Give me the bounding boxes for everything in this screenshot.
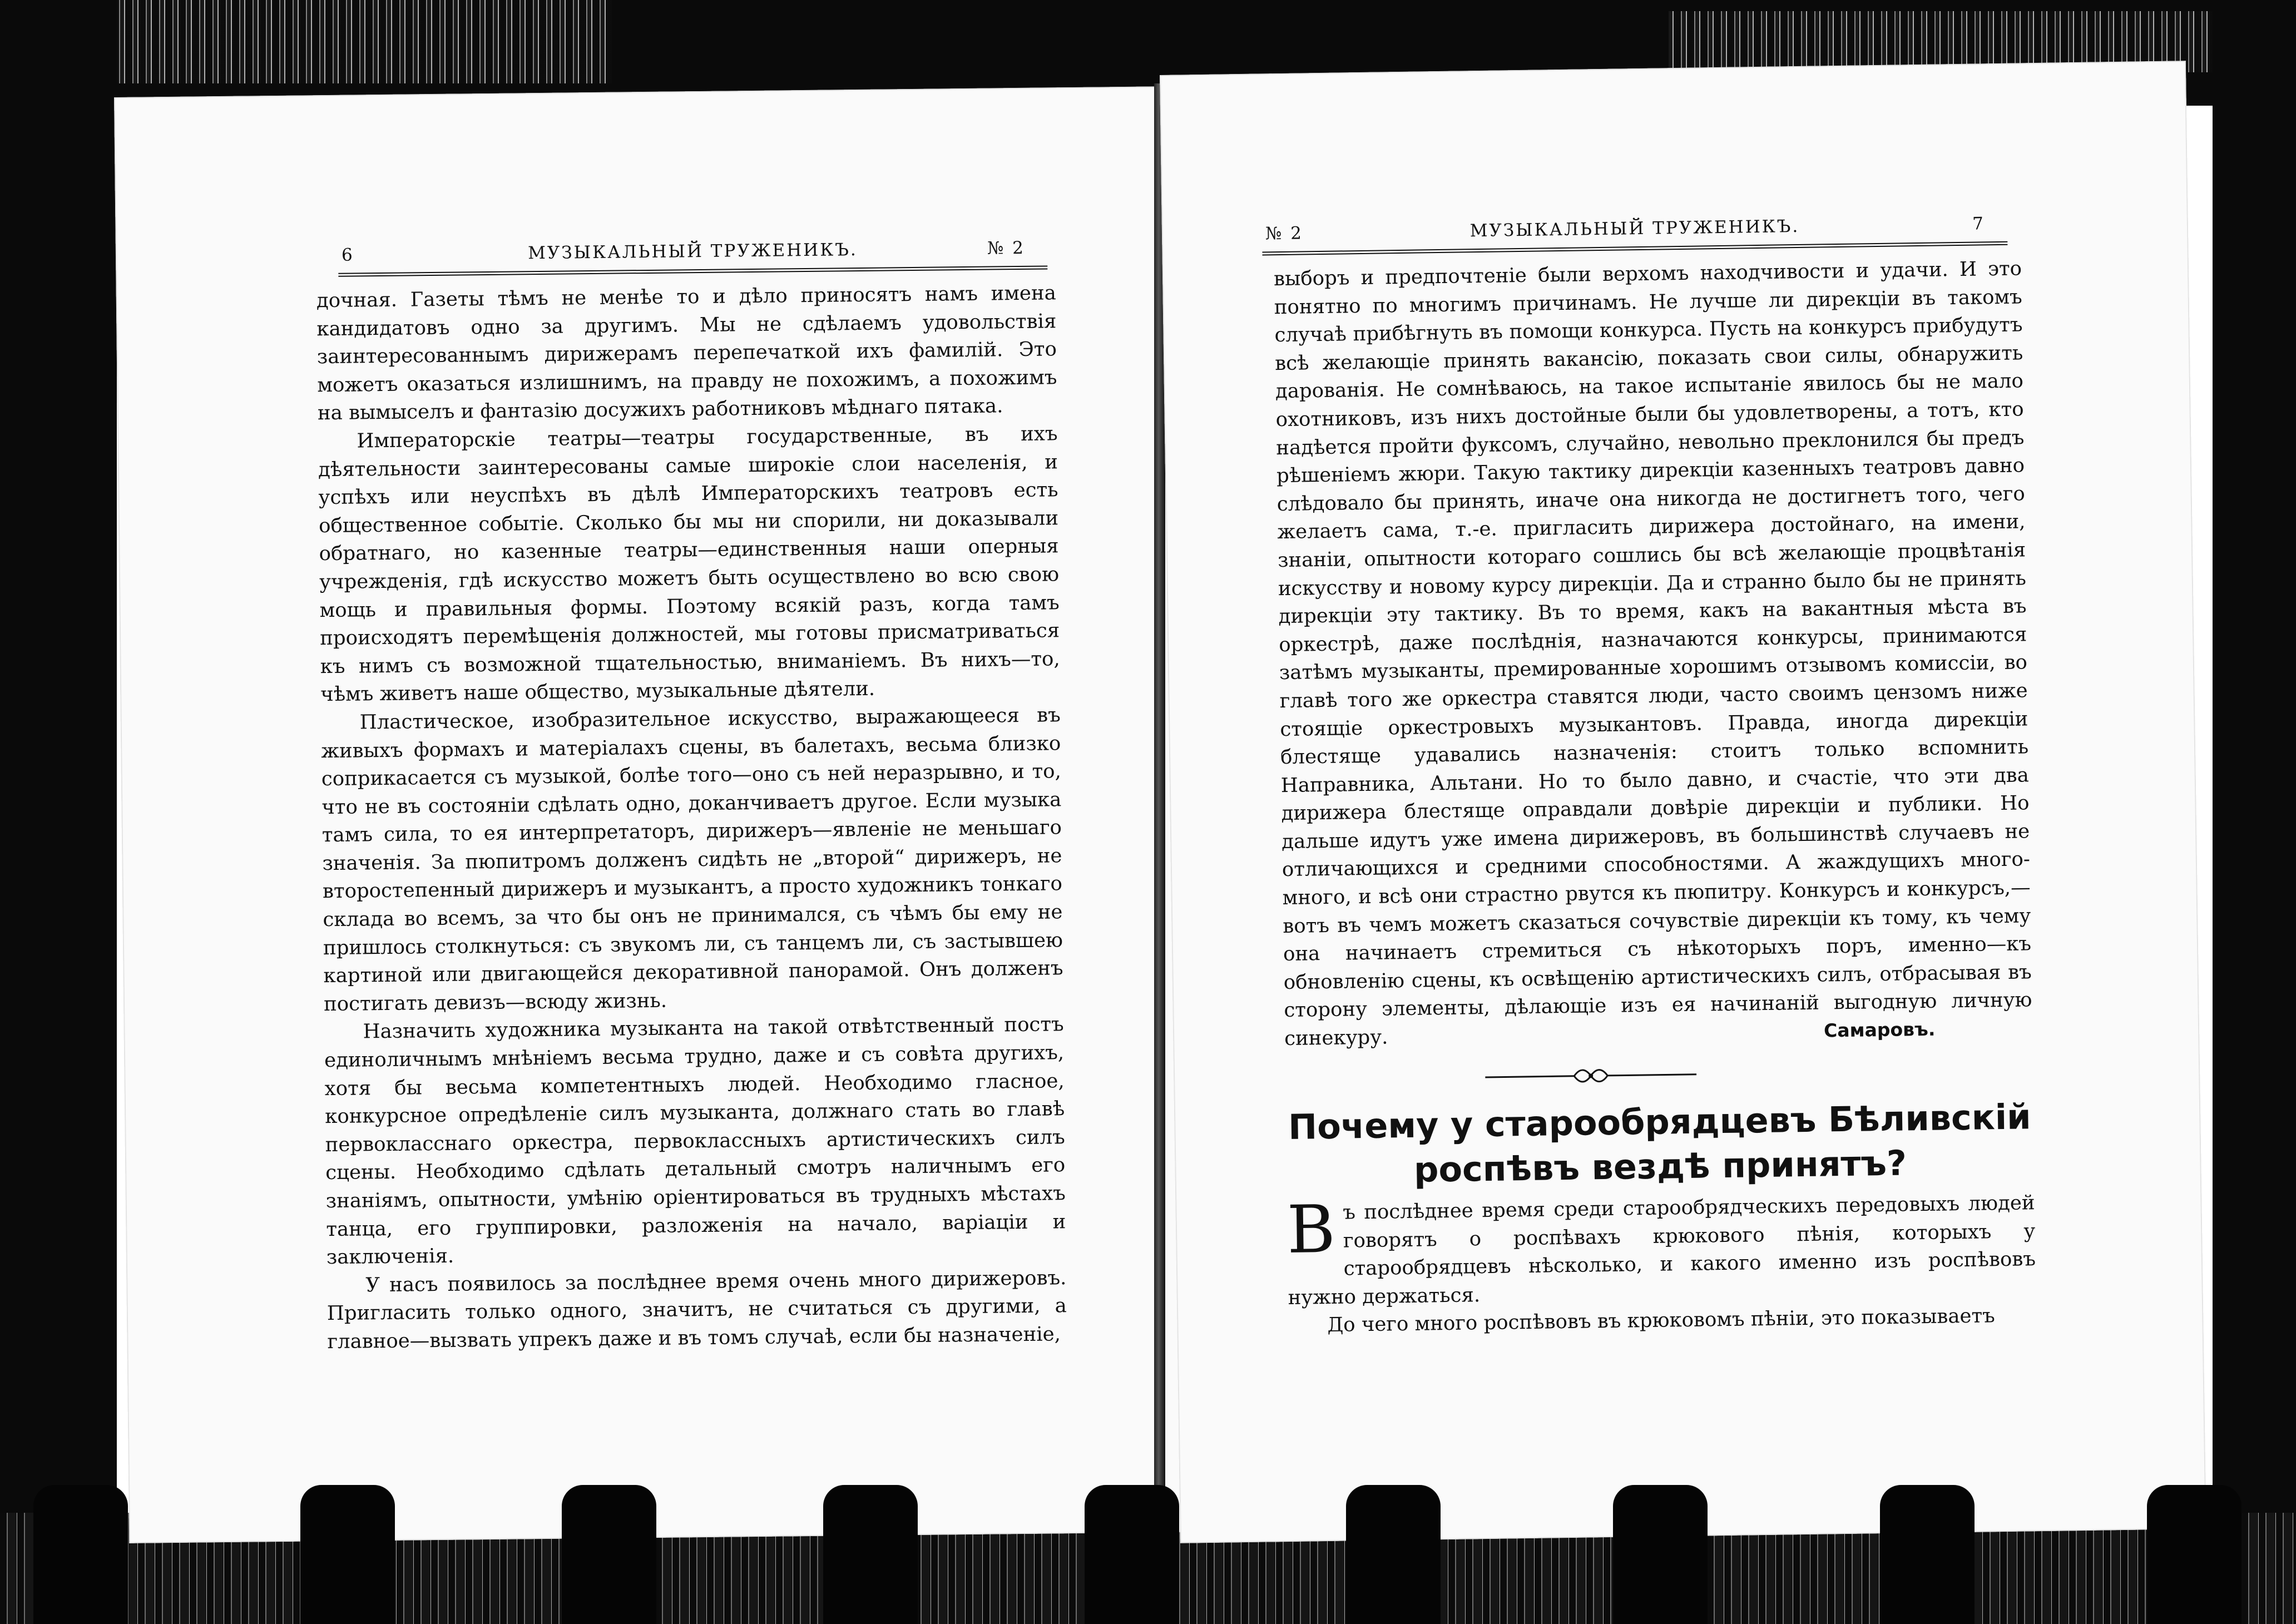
right-body-text [1274,255,2033,1053]
journal-title: МУЗЫКАЛЬНЫЙ ТРУЖЕНИКЪ. [1469,216,1800,241]
paragraph: Императорскіе театры—театры государственные, въ ихъ дѣятельности заинтересованы самые широкіе слои населенія, и успѣхъ или неуспѣхъ въ дѣлѣ Императорскихъ театровъ есть общественное событіе. Сколько бы мы ни спорили, ни доказывали обратнаго, но казенные театры—единственныя наши оперныя учрежденія, гдѣ искусство можетъ быть осуществлено во всю свою мощь и правильныя формы. Поэтому всякій разъ, когда тамъ происходятъ перемѣщенія должностей, мы готовы присматриваться къ нимъ съ возможной тщательностью, вниманіемъ. Въ нихъ—то, чѣмъ живетъ наше общество, музыкальные дѣятели. [318,422,1060,706]
article-first-paragraph [1286,1189,2036,1312]
binding-clip [1613,1485,1708,1624]
binding-clip [33,1485,128,1624]
paragraph: У насъ появилось за послѣднее время очень много дирижеровъ. Пригласить только одного, значитъ, не считаться съ другими, а главное—вызвать упрекъ даже и въ томъ случаѣ, если бы назначеніе, [326,1266,1067,1354]
paragraph: До чего много роспѣвовъ въ крюковомъ пѣніи, это показываетъ [1327,1304,1995,1337]
binding-clip [1880,1485,1975,1624]
paragraph-text: ъ послѣднее время среди старообрядческихъ передовыхъ людей говорятъ о роспѣвахъ крюкового пѣнія, которыхъ у старообрядцевъ нѣсколько, и какого именно изъ роспѣвовъ нужно держаться. [1288,1191,2036,1309]
left-page [114,86,1208,1543]
author-signature: Самаровъ. [1823,1018,1936,1042]
article-body [1286,1189,2036,1340]
ornament-divider-icon [1485,1063,1697,1088]
left-running-header [338,226,1048,276]
right-running-header [1261,202,2007,256]
page-number: 6 [341,245,354,265]
issue-number: № 2 [1265,223,1304,244]
paragraph: Назначить художника музыканта на такой отвѣтственный постъ единоличнымъ мнѣніемъ весьма трудно, даже и съ совѣта другихъ, хотя бы весьма компетентныхъ людей. Необходимо гласное, конкурсное опредѣленіе силъ музыканта, должнаго стать во главѣ первокласснаго оркестра, первоклассныхъ артистическихъ силъ сцены. Необходимо сдѣлать детальный смотръ наличнымъ его знаніямъ, опытности, умѣнію оріентироваться въ трудныхъ мѣстахъ танца, его группировки, разложенія на начало, варіаціи и заключенія. [324,1013,1066,1269]
page-number: 7 [1972,214,1986,234]
binding-clip [823,1485,918,1624]
right-page [1160,61,2206,1543]
binding-clip [1346,1485,1441,1624]
paragraph: выборъ и предпочтеніе были верхомъ находчивости и удачи. И это понятно по многимъ причинамъ. Не лучше ли дирекціи въ такомъ случаѣ прибѣгнуть въ помощи конкурса. Пусть на конкурсъ прибудутъ всѣ желающіе принять вакансію, показать свои силы, обнаружить дарованія. Не сомнѣваюсь, на такое испытаніе явилось бы не мало охотниковъ, изъ нихъ достойные были бы удовлетворены, а тотъ, кто надѣется пройти фуксомъ, случайно, невольно преклонился бы предъ рѣшеніемъ жюри. Такую тактику дирекціи казенныхъ театровъ давно слѣдовало бы принять, иначе она никогда не достигнетъ того, чего желаетъ сама, т.-е. пригласить дирижера достойнаго, на имени, знаніи, опытности котораго сошлись бы всѣ желающіе процвѣтанія искусству и новому курсу дирекціи. Да и странно было бы не принять дирекціи эту тактику. Въ то время, какъ на вакантныя мѣста въ оркестрѣ, даже послѣднія, назначаются конкурсы, принимаются затѣмъ музыканты, премированные хорошимъ отзывомъ комиссіи, во главѣ того же оркестра ставятся люди, часто своимъ цензомъ ниже стоящіе оркестровыхъ музыкантовъ. Правда, иногда дирекціи блестяще удавались назначенія: стоитъ только вспомнить Направника, Альтани. Но то было давно, и счастіе, что эти два дирижера блестяще оправдали довѣріе дирекціи и публики. Но дальше идутъ уже имена дирижеровъ, въ большинствѣ случаевъ не отличающихся и средними способностями. А жаждущихъ много-много, и всѣ они страстно рвутся къ пюпитру. Конкурсъ и конкурсъ,—вотъ въ чемъ можетъ сказаться сочувствіе дирекціи къ тому, къ чему она начинаетъ стремиться съ нѣкоторыхъ поръ, именно—къ обновленію сцены, къ освѣщенію артистическихъ силъ, отбрасывая въ сторону элементы, дѣлающіе изъ ея начинаній выгодную личную синекуру. [1273,257,2032,1051]
binding-clip [2147,1485,2241,1624]
scanner-background-right [2213,0,2296,1624]
issue-number: № 2 [987,237,1026,259]
binding-clip [300,1485,395,1624]
binding-clip [1085,1485,1179,1624]
drop-cap: В [1286,1190,1336,1268]
paragraph: дочная. Газеты тѣмъ не менѣе то и дѣло приносятъ намъ имена кандидатовъ одно за другимъ. Мы не сдѣлаемъ удовольствія заинтересованнымъ дирижерамъ перепечаткой ихъ фамилій. Это можетъ оказаться излишнимъ, на правду не похожимъ, а похожимъ на вымыселъ и фантазію досужихъ работниковъ мѣднаго пятака. [316,281,1057,425]
scanner-background-left [0,0,117,1624]
journal-title: МУЗЫКАЛЬНЫЙ ТРУЖЕНИКЪ. [528,240,858,264]
binding-clip [562,1485,656,1624]
paragraph: Пластическое, изобразительное искусство, выражающееся въ живыхъ формахъ и матеріалахъ сцены, въ балетахъ, весьма близко соприкасается съ музыкой, болѣе того—оно съ ней неразрывно, и то, что не въ состояніи сдѣлать одно, доканчиваетъ другое. Если музыка тамъ сила, то ея интерпретаторъ, дирижеръ—явленіе не меньшаго значенія. За пюпитромъ долженъ сидѣть не „второй“ дирижеръ, не второстепенный дирижеръ и музыкантъ, а просто художникъ тонкаго склада во всемъ, за что бы онъ не принимался, съ чѣмъ бы ему не пришлось столкнуться: съ звукомъ ли, съ танцемъ ли, съ застывшею картиной или двигающейся декоративной панорамой. Онъ долженъ постигать девизъ—всюду жизнь. [321,704,1063,1016]
left-body-text [316,279,1067,1356]
article-title: Почему у старообрядцевъ Бѣливскій роспѣвъ вездѣ принятъ? [1288,1096,2031,1190]
